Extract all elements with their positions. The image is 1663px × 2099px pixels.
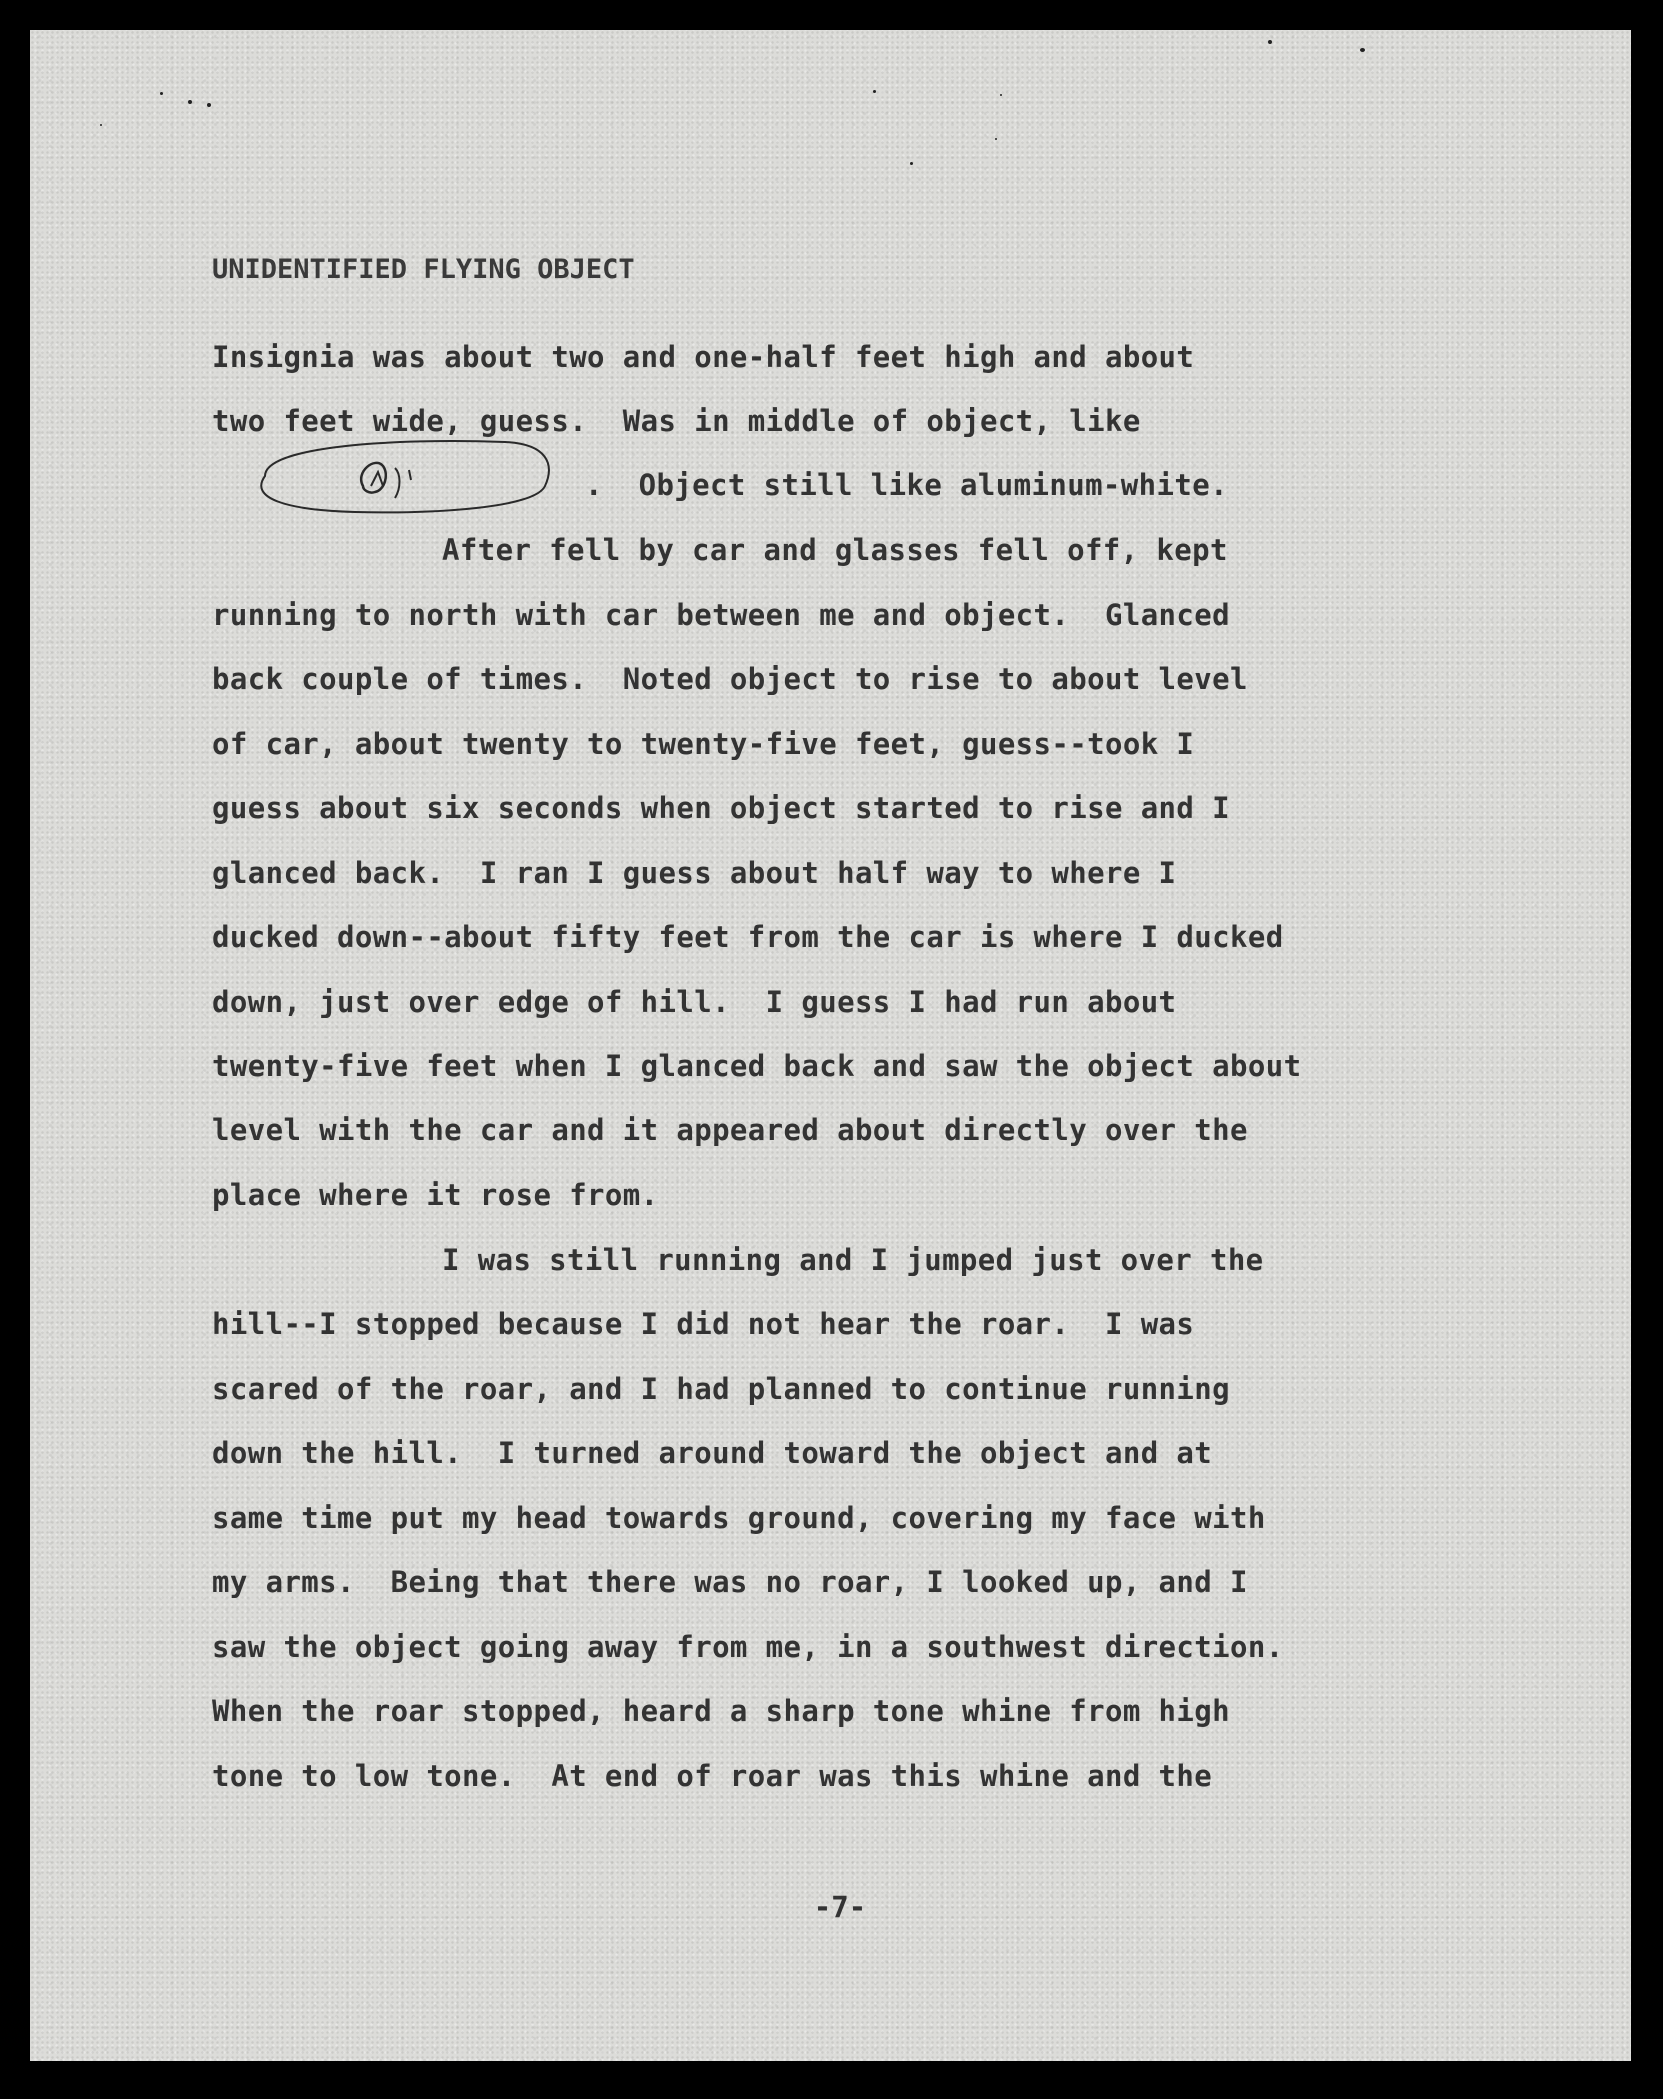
scan-speck [1000, 94, 1002, 96]
text-line: Insignia was about two and one-half feet high and about [212, 340, 1195, 374]
text-line: of car, about twenty to twenty-five feet, guess--took I [212, 727, 1195, 761]
text-line: hill--I stopped because I did not hear the roar. I was [212, 1307, 1195, 1341]
document-page [30, 30, 1631, 2061]
scan-speck [207, 103, 211, 107]
text-line: down, just over edge of hill. I guess I had run about [212, 985, 1177, 1019]
text-line: ducked down--about fifty feet from the car is where I ducked [212, 920, 1284, 954]
scan-speck [995, 138, 997, 140]
text-line: twenty-five feet when I glanced back and saw the object about [212, 1049, 1302, 1083]
document-heading: UNIDENTIFIED FLYING OBJECT [212, 254, 635, 285]
scan-speck [188, 100, 192, 104]
scan-speck [160, 92, 163, 95]
scan-speck [873, 90, 876, 93]
scan-speck [1360, 48, 1365, 52]
text-line: same time put my head towards ground, covering my face with [212, 1501, 1266, 1535]
handwritten-insignia-sketch [235, 428, 560, 524]
text-line: tone to low tone. At end of roar was this whine and the [212, 1759, 1213, 1793]
text-line: saw the object going away from me, in a southwest direction. [212, 1630, 1284, 1664]
text-line: running to north with car between me and object. Glanced [212, 598, 1230, 632]
text-line: I was still running and I jumped just over the [442, 1243, 1264, 1277]
text-line: two feet wide, guess. Was in middle of object, like [212, 404, 1141, 438]
text-line: guess about six seconds when object started to rise and I [212, 791, 1230, 825]
page-number: -7- [813, 1890, 867, 1924]
text-line: After fell by car and glasses fell off, kept [442, 533, 1228, 567]
scan-speck [1268, 40, 1272, 44]
text-line: my arms. Being that there was no roar, I looked up, and I [212, 1565, 1248, 1599]
text-line: When the roar stopped, heard a sharp tone whine from high [212, 1694, 1230, 1728]
text-line: . Object still like aluminum-white. [585, 468, 1228, 502]
scan-speck [910, 162, 913, 165]
text-line: down the hill. I turned around toward the object and at [212, 1436, 1213, 1470]
text-line: glanced back. I ran I guess about half way to where I [212, 856, 1177, 890]
scan-speck [100, 124, 102, 126]
text-line: back couple of times. Noted object to rise to about level [212, 662, 1248, 696]
text-line: place where it rose from. [212, 1178, 659, 1212]
text-line: scared of the roar, and I had planned to continue running [212, 1372, 1230, 1406]
text-line: level with the car and it appeared about directly over the [212, 1113, 1248, 1147]
